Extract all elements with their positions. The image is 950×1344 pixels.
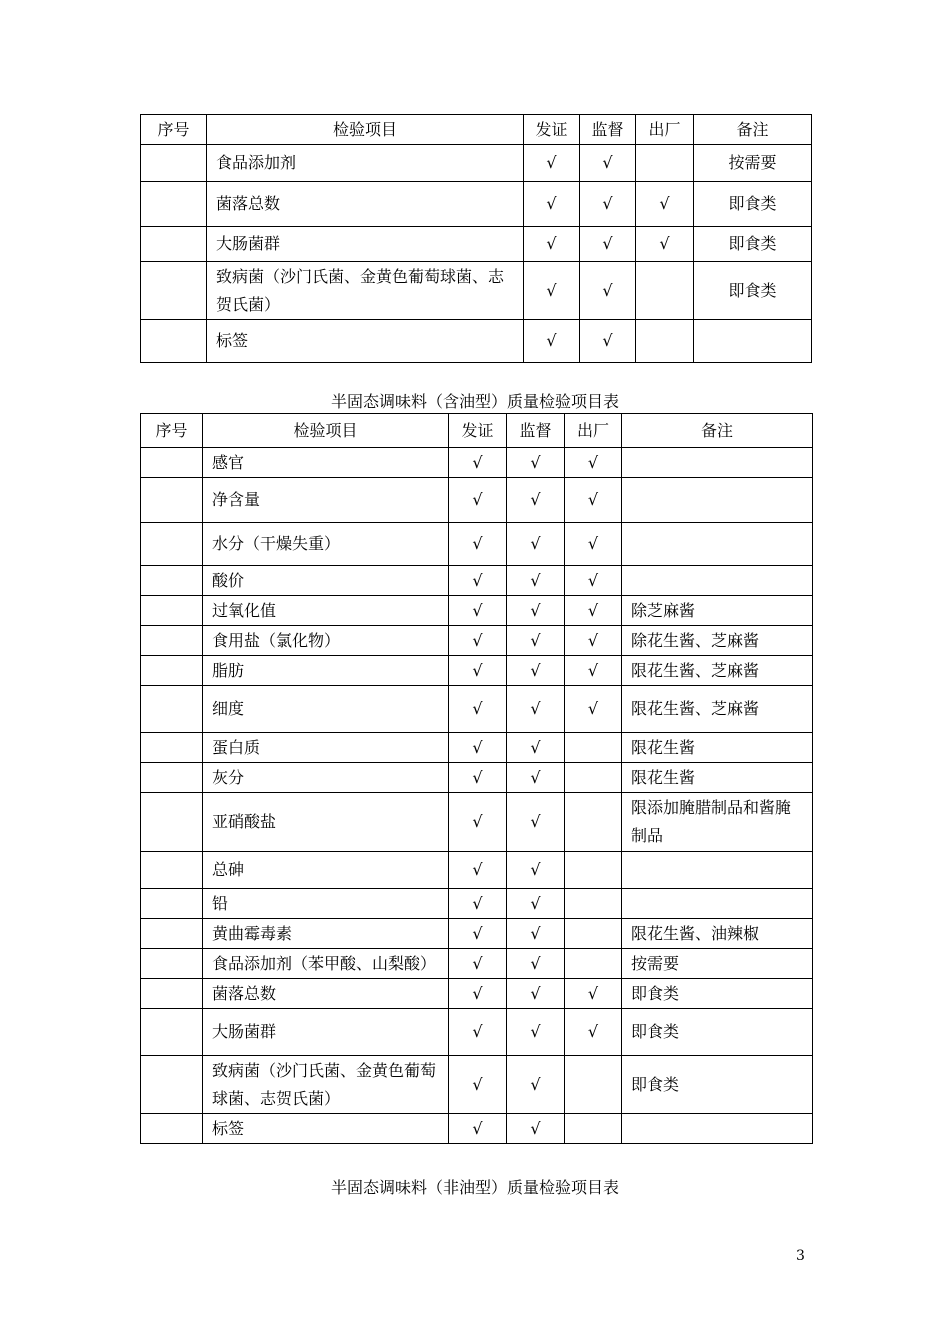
factory-check: √	[565, 448, 622, 478]
inspection-item: 菌落总数	[207, 182, 524, 227]
header-item: 检验项目	[203, 414, 449, 448]
row-number	[141, 793, 203, 852]
factory-check	[636, 262, 694, 320]
row-number	[141, 1056, 203, 1114]
table-row	[141, 478, 813, 523]
cert-check: √	[449, 979, 507, 1009]
row-number	[141, 919, 203, 949]
remark	[622, 478, 813, 523]
factory-check: √	[565, 656, 622, 686]
remark: 限花生酱、油辣椒	[622, 919, 813, 949]
table-row	[141, 1056, 813, 1114]
cert-check: √	[524, 145, 580, 182]
row-number	[141, 686, 203, 733]
remark: 除花生酱、芝麻酱	[622, 626, 813, 656]
cert-check: √	[449, 763, 507, 793]
remark: 按需要	[622, 949, 813, 979]
factory-check: √	[636, 227, 694, 262]
cert-check: √	[449, 523, 507, 566]
table-row	[141, 656, 813, 686]
factory-check	[565, 919, 622, 949]
inspection-item: 水分（干燥失重）	[203, 523, 449, 566]
table-row	[141, 793, 813, 852]
cert-check: √	[449, 566, 507, 596]
inspection-item: 感官	[203, 448, 449, 478]
remark: 限花生酱、芝麻酱	[622, 686, 813, 733]
row-number	[141, 763, 203, 793]
table-row	[141, 262, 812, 320]
supervision-check: √	[507, 1056, 565, 1114]
header-no: 序号	[141, 115, 207, 145]
header-factory: 出厂	[565, 414, 622, 448]
remark: 即食类	[622, 979, 813, 1009]
table-row	[141, 596, 813, 626]
factory-check: √	[565, 523, 622, 566]
row-number	[141, 1009, 203, 1056]
remark: 即食类	[694, 182, 812, 227]
supervision-check: √	[507, 889, 565, 919]
supervision-check: √	[507, 793, 565, 852]
table-row	[141, 448, 813, 478]
supervision-check: √	[507, 478, 565, 523]
factory-check	[565, 733, 622, 763]
table-row	[141, 852, 813, 889]
inspection-table-1	[140, 114, 812, 363]
factory-check	[565, 852, 622, 889]
inspection-item: 标签	[203, 1114, 449, 1144]
cert-check: √	[449, 596, 507, 626]
table-2-title: 半固态调味料（含油型）质量检验项目表	[330, 392, 619, 411]
inspection-item: 食品添加剂（苯甲酸、山梨酸）	[203, 949, 449, 979]
header-cert: 发证	[524, 115, 580, 145]
header-note: 备注	[622, 414, 813, 448]
remark: 按需要	[694, 145, 812, 182]
factory-check: √	[636, 182, 694, 227]
row-number	[141, 227, 207, 262]
inspection-item: 细度	[203, 686, 449, 733]
inspection-item: 菌落总数	[203, 979, 449, 1009]
table-row	[141, 889, 813, 919]
table-row	[141, 1114, 813, 1144]
inspection-item: 脂肪	[203, 656, 449, 686]
cert-check: √	[524, 182, 580, 227]
remark: 即食类	[694, 262, 812, 320]
row-number	[141, 626, 203, 656]
cert-check: √	[449, 793, 507, 852]
row-number	[141, 320, 207, 363]
table-row	[141, 566, 813, 596]
factory-check: √	[565, 596, 622, 626]
supervision-check: √	[580, 145, 636, 182]
supervision-check: √	[507, 979, 565, 1009]
supervision-check: √	[507, 1009, 565, 1056]
factory-check: √	[565, 566, 622, 596]
cert-check: √	[449, 656, 507, 686]
remark	[622, 1114, 813, 1144]
row-number	[141, 852, 203, 889]
factory-check: √	[565, 686, 622, 733]
supervision-check: √	[580, 182, 636, 227]
page-number: 3	[796, 1248, 805, 1264]
inspection-item: 致病菌（沙门氏菌、金黄色葡萄球菌、志贺氏菌）	[207, 262, 524, 320]
cert-check: √	[449, 478, 507, 523]
supervision-check: √	[507, 656, 565, 686]
inspection-item: 净含量	[203, 478, 449, 523]
inspection-item: 大肠菌群	[203, 1009, 449, 1056]
inspection-item: 总砷	[203, 852, 449, 889]
remark	[622, 523, 813, 566]
inspection-item: 过氧化值	[203, 596, 449, 626]
table-row	[141, 733, 813, 763]
cert-check: √	[449, 626, 507, 656]
supervision-check: √	[507, 733, 565, 763]
supervision-check: √	[507, 596, 565, 626]
table-row	[141, 1009, 813, 1056]
factory-check	[636, 145, 694, 182]
table-row	[141, 182, 812, 227]
supervision-check: √	[507, 949, 565, 979]
cert-check: √	[449, 919, 507, 949]
cert-check: √	[449, 1114, 507, 1144]
remark	[694, 320, 812, 363]
supervision-check: √	[580, 320, 636, 363]
remark: 即食类	[622, 1056, 813, 1114]
inspection-item: 食用盐（氯化物）	[203, 626, 449, 656]
factory-check: √	[565, 1009, 622, 1056]
factory-check	[636, 320, 694, 363]
remark: 即食类	[694, 227, 812, 262]
factory-check: √	[565, 626, 622, 656]
header-cert: 发证	[449, 414, 507, 448]
row-number	[141, 949, 203, 979]
inspection-item: 致病菌（沙门氏菌、金黄色葡萄球菌、志贺氏菌）	[203, 1056, 449, 1114]
supervision-check: √	[507, 566, 565, 596]
cert-check: √	[449, 889, 507, 919]
row-number	[141, 262, 207, 320]
factory-check	[565, 1114, 622, 1144]
remark: 即食类	[622, 1009, 813, 1056]
cert-check: √	[449, 733, 507, 763]
factory-check	[565, 763, 622, 793]
factory-check	[565, 949, 622, 979]
row-number	[141, 182, 207, 227]
row-number	[141, 889, 203, 919]
cert-check: √	[449, 686, 507, 733]
supervision-check: √	[507, 523, 565, 566]
row-number	[141, 596, 203, 626]
factory-check	[565, 1056, 622, 1114]
cert-check: √	[449, 448, 507, 478]
supervision-check: √	[507, 448, 565, 478]
inspection-item: 酸价	[203, 566, 449, 596]
remark: 限花生酱、芝麻酱	[622, 656, 813, 686]
inspection-item: 铅	[203, 889, 449, 919]
header-supervision: 监督	[580, 115, 636, 145]
header-item: 检验项目	[207, 115, 524, 145]
supervision-check: √	[507, 919, 565, 949]
table-3-title: 半固态调味料（非油型）质量检验项目表	[330, 1178, 619, 1197]
row-number	[141, 145, 207, 182]
factory-check: √	[565, 478, 622, 523]
cert-check: √	[524, 320, 580, 363]
factory-check	[565, 889, 622, 919]
cert-check: √	[449, 1009, 507, 1056]
cert-check: √	[449, 852, 507, 889]
table-row	[141, 523, 813, 566]
remark: 限添加腌腊制品和酱腌制品	[622, 793, 813, 852]
inspection-item: 食品添加剂	[207, 145, 524, 182]
supervision-check: √	[580, 227, 636, 262]
factory-check: √	[565, 979, 622, 1009]
supervision-check: √	[507, 686, 565, 733]
row-number	[141, 448, 203, 478]
row-number	[141, 478, 203, 523]
table-row	[141, 626, 813, 656]
row-number	[141, 566, 203, 596]
inspection-item: 黄曲霉毒素	[203, 919, 449, 949]
table-row	[141, 145, 812, 182]
table-header-row	[141, 414, 813, 448]
row-number	[141, 1114, 203, 1144]
supervision-check: √	[507, 1114, 565, 1144]
header-no: 序号	[141, 414, 203, 448]
row-number	[141, 979, 203, 1009]
table-header-row	[141, 115, 812, 145]
cert-check: √	[449, 949, 507, 979]
header-note: 备注	[694, 115, 812, 145]
row-number	[141, 733, 203, 763]
inspection-item: 亚硝酸盐	[203, 793, 449, 852]
header-supervision: 监督	[507, 414, 565, 448]
remark	[622, 852, 813, 889]
table-row	[141, 227, 812, 262]
remark	[622, 448, 813, 478]
remark: 除芝麻酱	[622, 596, 813, 626]
row-number	[141, 523, 203, 566]
remark: 限花生酱	[622, 763, 813, 793]
row-number	[141, 656, 203, 686]
inspection-item: 标签	[207, 320, 524, 363]
remark	[622, 889, 813, 919]
supervision-check: √	[580, 262, 636, 320]
inspection-table-2	[140, 413, 813, 1144]
inspection-item: 大肠菌群	[207, 227, 524, 262]
cert-check: √	[449, 1056, 507, 1114]
remark: 限花生酱	[622, 733, 813, 763]
factory-check	[565, 793, 622, 852]
header-factory: 出厂	[636, 115, 694, 145]
inspection-item: 灰分	[203, 763, 449, 793]
supervision-check: √	[507, 852, 565, 889]
cert-check: √	[524, 262, 580, 320]
table-row	[141, 320, 812, 363]
table-row	[141, 919, 813, 949]
inspection-item: 蛋白质	[203, 733, 449, 763]
cert-check: √	[524, 227, 580, 262]
table-row	[141, 763, 813, 793]
remark	[622, 566, 813, 596]
table-row	[141, 686, 813, 733]
supervision-check: √	[507, 626, 565, 656]
table-row	[141, 949, 813, 979]
supervision-check: √	[507, 763, 565, 793]
table-row	[141, 979, 813, 1009]
